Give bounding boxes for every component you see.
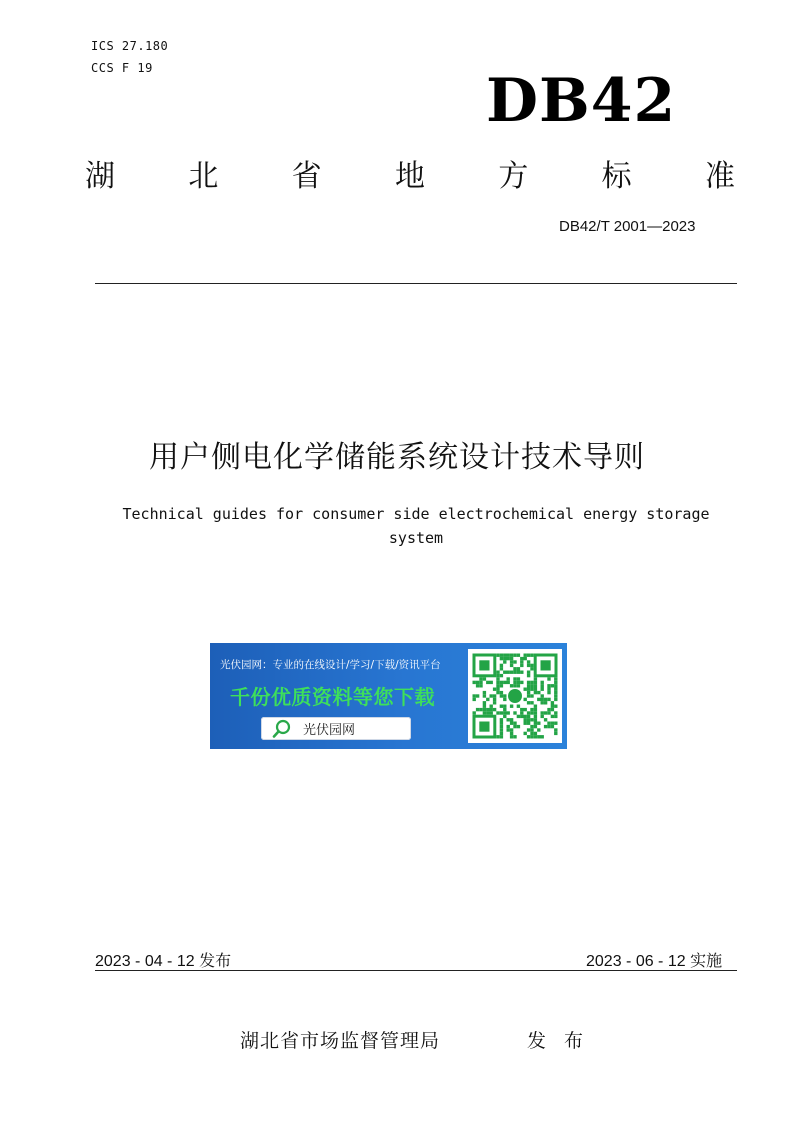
- standard-number: DB42/T 2001—2023: [559, 218, 696, 235]
- ics-code: ICS 27.180: [91, 39, 169, 53]
- title-char: 湖: [85, 159, 115, 194]
- title-char: 北: [188, 159, 219, 194]
- top-divider: [95, 283, 737, 284]
- document-title-en: Technical guides for consumer side electrochemical energy storage system: [122, 505, 710, 547]
- standard-category-title: [85, 150, 735, 196]
- bottom-divider: [95, 970, 737, 971]
- title-char: 标: [601, 159, 632, 194]
- title-char: 准: [704, 159, 735, 194]
- search-icon: [271, 718, 293, 740]
- document-title-zh: 用户侧电化学储能系统设计技术导则: [149, 440, 645, 475]
- standard-logo: DB42: [486, 66, 677, 136]
- banner-search-label: 光伏园网: [303, 723, 356, 738]
- ccs-code: CCS F 19: [91, 61, 153, 75]
- banner-slogan: 千份优质资料等您下载: [230, 685, 435, 709]
- banner-search-box[interactable]: [261, 717, 411, 740]
- implement-date: 2023 - 06 - 12 实施: [586, 953, 723, 970]
- promo-banner[interactable]: [210, 643, 567, 749]
- issue-label: 发 布: [527, 1030, 590, 1052]
- title-char: 地: [394, 159, 425, 194]
- issuing-authority: 湖北省市场监督管理局: [240, 1030, 441, 1052]
- qr-code-icon: [468, 649, 562, 743]
- title-char: 省: [291, 159, 322, 194]
- title-char: 方: [498, 159, 529, 194]
- publish-date: 2023 - 04 - 12 发布: [95, 953, 232, 970]
- banner-tagline: 光伏园网：专业的在线设计/学习/下载/资讯平台: [220, 659, 441, 671]
